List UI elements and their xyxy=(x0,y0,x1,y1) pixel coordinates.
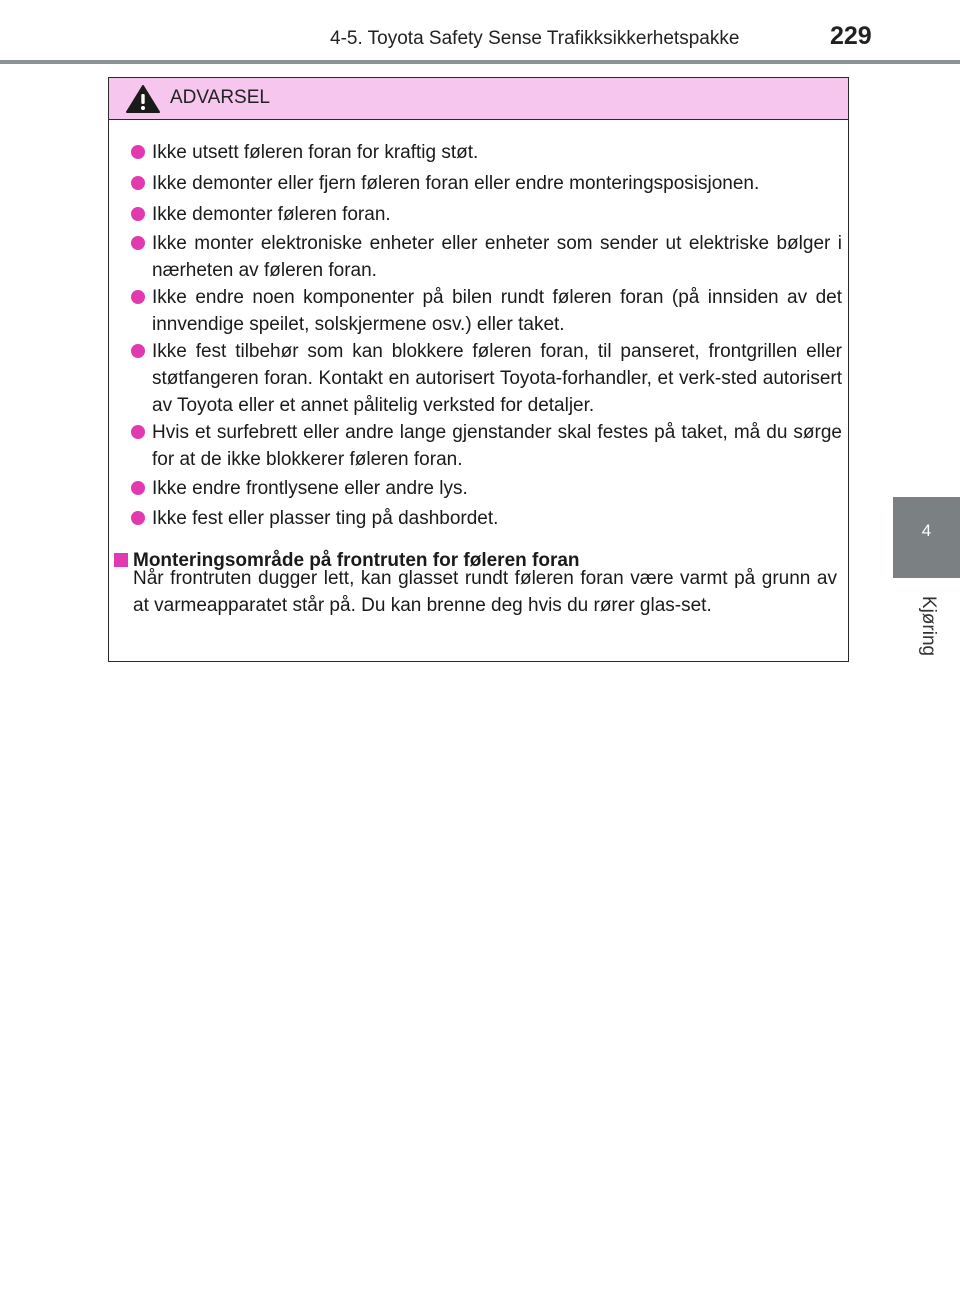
warning-item xyxy=(131,284,842,338)
warning-item xyxy=(131,505,842,532)
bullet-dot xyxy=(131,425,145,439)
warning-item xyxy=(131,419,842,473)
warning-triangle-icon xyxy=(125,84,161,114)
warning-item-text: Ikke endre noen komponenter på bilen rundt føleren foran (på innsiden av det innvendige speilet, solskjermene osv.) eller taket. xyxy=(152,287,842,335)
warning-item xyxy=(131,230,842,284)
warning-header xyxy=(109,78,848,120)
warning-item xyxy=(131,201,842,228)
page-number: 229 xyxy=(830,22,872,50)
warning-item xyxy=(131,139,842,166)
chapter-label: Kjøring xyxy=(918,595,939,657)
section-square-marker xyxy=(114,553,128,567)
warning-item xyxy=(131,338,842,419)
warning-item xyxy=(131,475,842,502)
warning-item-text: Ikke fest eller plasser ting på dashbordet. xyxy=(152,508,499,529)
warning-item-text: Ikke demonter eller fjern føleren foran eller endre monteringsposisjonen. xyxy=(152,173,760,194)
warning-item-text: Ikke demonter føleren foran. xyxy=(152,204,391,225)
chapter-number: 4 xyxy=(921,521,932,540)
bullet-dot xyxy=(131,481,145,495)
bullet-dot xyxy=(131,207,145,221)
bullet-dot xyxy=(131,290,145,304)
warning-item-text: Hvis et surfebrett eller andre lange gjenstander skal festes på taket, må du sørge for at de ikke blokkerer føleren foran. xyxy=(152,422,842,470)
warning-box xyxy=(108,77,849,662)
bullet-dot xyxy=(131,145,145,159)
warning-item-text: Ikke fest tilbehør som kan blokkere føleren foran, til panseret, frontgrillen eller støtfangeren foran. Kontakt en autorisert Toyota-forhandler, et verk-sted autorisert av Toyota eller et annet pålitelig verksted for detaljer. xyxy=(152,341,842,416)
warning-item-text: Ikke monter elektroniske enheter eller enheter som sender ut elektriske bølger i nærheten av føleren foran. xyxy=(152,233,842,281)
warning-item-text: Ikke utsett føleren foran for kraftig støt. xyxy=(152,142,479,163)
header-rule xyxy=(0,60,960,64)
warning-item-text: Ikke endre frontlysene eller andre lys. xyxy=(152,478,468,499)
warning-title: ADVARSEL xyxy=(170,87,270,108)
section-title: 4-5. Toyota Safety Sense Trafikksikkerhetspakke xyxy=(330,28,740,49)
section-heading-text: Monteringsområde på frontruten for føleren foran xyxy=(133,550,580,571)
warning-item xyxy=(131,170,842,197)
bullet-dot xyxy=(131,344,145,358)
bullet-dot xyxy=(131,236,145,250)
bullet-dot xyxy=(131,176,145,190)
bullet-dot xyxy=(131,511,145,525)
section-body: Når frontruten dugger lett, kan glasset rundt føleren foran være varmt på grunn av at varmeapparatet står på. Du kan brenne deg hvis du rører glas-set. xyxy=(133,568,837,616)
